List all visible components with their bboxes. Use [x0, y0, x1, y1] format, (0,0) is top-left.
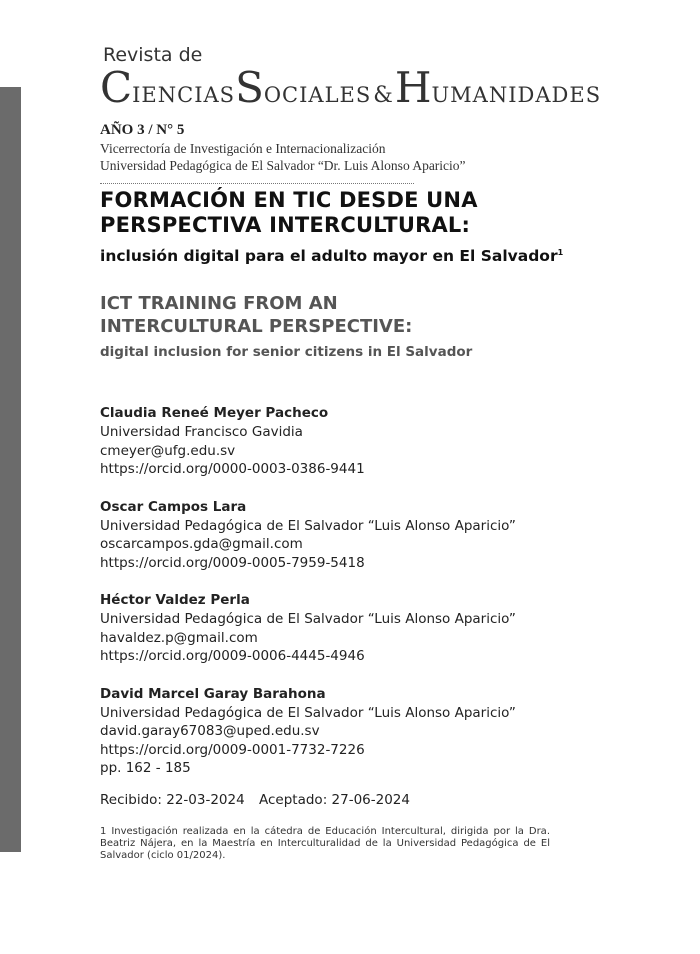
author-institution: Universidad Pedagógica de El Salvador “Luis Alonso Aparicio” [100, 611, 516, 627]
subtitle-en: digital inclusion for senior citizens in El Salvador [100, 344, 473, 360]
author-block [100, 685, 660, 760]
title-en-line-1: ICT TRAINING FROM AN [100, 293, 338, 314]
issue-number: AÑO 3 / N° 5 [100, 122, 185, 138]
title-es-line-2: PERSPECTIVA INTERCULTURAL: [100, 213, 471, 237]
journal-title: CIENCIASSOCIALES&HUMANIDADES [100, 63, 602, 112]
submission-dates [100, 792, 420, 808]
side-bar [0, 87, 21, 852]
page-range: pp. 162 - 185 [100, 760, 191, 776]
footnote: 1 Investigación realizada en la cátedra de Educación Intercultural, dirigida por la Dra. Beatriz Nájera, en la Maestría en Interculturalidad de la Universidad Pedagógica de El Salvador (ciclo 01/2024). [100, 826, 550, 861]
journal-masthead [100, 44, 601, 117]
title-spanish [100, 188, 660, 266]
author-institution: Universidad Francisco Gavidia [100, 424, 303, 440]
author-name: Héctor Valdez Perla [100, 592, 250, 608]
title-en-line-2: INTERCULTURAL PERSPECTIVE: [100, 316, 413, 337]
author-institution: Universidad Pedagógica de El Salvador “Luis Alonso Aparicio” [100, 517, 516, 534]
author-institution: Universidad Pedagógica de El Salvador “Luis Alonso Aparicio” [100, 704, 516, 721]
author-orcid-link[interactable]: https://orcid.org/0009-0001-7732-7226 [100, 741, 365, 758]
author-email[interactable]: cmeyer@ufg.edu.sv [100, 442, 236, 459]
author-orcid-link[interactable]: https://orcid.org/0000-0003-0386-9441 [100, 461, 365, 477]
author-name: David Marcel Garay Barahona [100, 685, 326, 702]
footnote-marker: 1 [557, 248, 564, 257]
title-es-line-1: FORMACIÓN EN TIC DESDE UNA [100, 188, 478, 212]
author-email[interactable]: oscarcampos.gda@gmail.com [100, 536, 303, 552]
author-name: Oscar Campos Lara [100, 498, 247, 515]
author-name: Claudia Reneé Meyer Pacheco [100, 405, 329, 421]
journal-prefix: Revista de [103, 44, 203, 66]
received-date: Recibido: 22-03-2024 [100, 792, 245, 808]
issue-meta [100, 120, 466, 174]
affiliation-line-1: Vicerrectoría de Investigación e Internacionalización [100, 141, 386, 156]
author-block [100, 404, 660, 479]
author-orcid-link[interactable]: https://orcid.org/0009-0006-4445-4946 [100, 648, 365, 664]
accepted-date: Aceptado: 27-06-2024 [259, 792, 410, 808]
affiliation-line-2: Universidad Pedagógica de El Salvador “Dr. Luis Alonso Aparicio” [100, 158, 466, 173]
title-english [100, 292, 660, 361]
author-block [100, 591, 660, 666]
author-block [100, 498, 660, 573]
subtitle-es: inclusión digital para el adulto mayor en El Salvador$^1$ [100, 247, 564, 266]
author-list [100, 404, 660, 777]
divider [100, 183, 414, 184]
author-email[interactable]: havaldez.p@gmail.com [100, 629, 258, 646]
author-orcid-link[interactable]: https://orcid.org/0009-0005-7959-5418 [100, 554, 365, 571]
author-email[interactable]: david.garay67083@uped.edu.sv [100, 723, 320, 739]
